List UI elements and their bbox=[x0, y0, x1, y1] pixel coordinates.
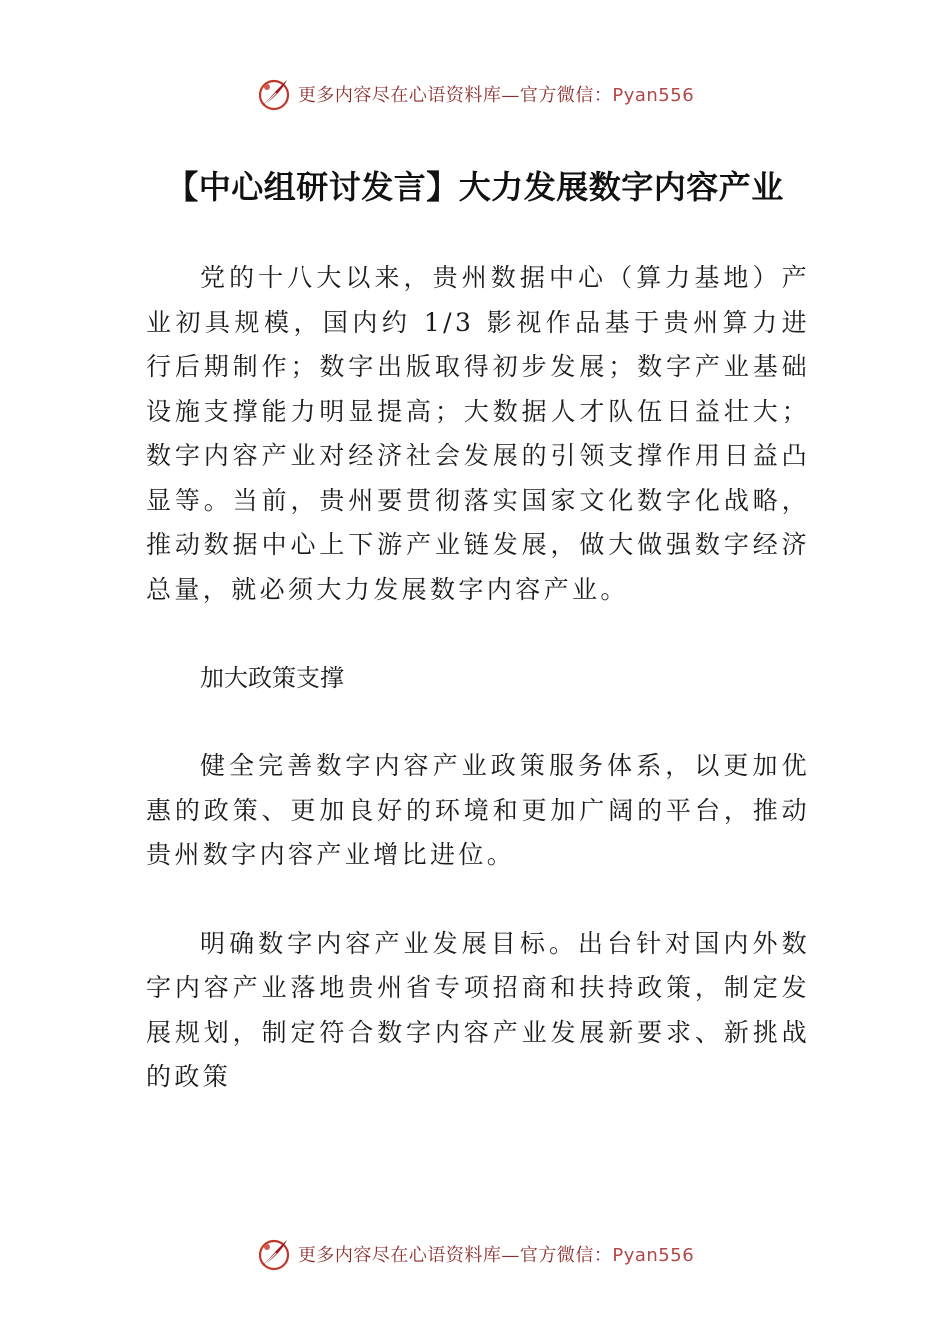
document-body bbox=[146, 256, 810, 1100]
header-banner bbox=[0, 72, 950, 116]
spacer bbox=[146, 612, 810, 656]
section-heading: 加大政策支撑 bbox=[200, 664, 344, 692]
banner-text bbox=[298, 81, 694, 107]
banner-wechat-id: Pyan556 bbox=[612, 1245, 695, 1266]
footer-banner bbox=[0, 1232, 950, 1276]
banner-wechat-id: Pyan556 bbox=[612, 85, 695, 106]
banner-dash: — bbox=[501, 85, 520, 106]
banner-site-name: 更多内容尽在心语资料库 bbox=[297, 85, 502, 106]
banner-site-name: 更多内容尽在心语资料库 bbox=[297, 1245, 502, 1266]
feather-quill-logo-icon bbox=[256, 76, 292, 112]
feather-quill-logo-icon bbox=[256, 1236, 292, 1272]
goal-paragraph: 明确数字内容产业发展目标。出台针对国内外数字内容产业落地贵州省专项招商和扶持政策，制定发展规划，制定符合数字内容产业发展新要求、新挑战的政策 bbox=[146, 928, 810, 1091]
spacer bbox=[146, 878, 810, 922]
banner-text bbox=[298, 1241, 694, 1267]
banner-dash: — bbox=[501, 1245, 520, 1266]
policy-paragraph: 健全完善数字内容产业政策服务体系，以更加优惠的政策、更加良好的环境和更加广阔的平台，推动贵州数字内容产业增比进位。 bbox=[146, 751, 810, 869]
spacer bbox=[146, 700, 810, 744]
banner-wechat-label: 官方微信： bbox=[519, 85, 613, 106]
intro-paragraph: 党的十八大以来，贵州数据中心（算力基地）产业初具规模，国内约 1/3 影视作品基于贵州算力进行后期制作；数字出版取得初步发展；数字产业基础设施支撑能力明显提高；大数据人才队伍日益壮大；数字内容产业对经济社会发展的引领支撑作用日益凸显等。当前，贵州要贯彻落实国家文化数字化战略，推动数据中心上下游产业链发展，做大做强数字经济总量，就必须大力发展数字内容产业。 bbox=[146, 263, 810, 604]
document-title: 【中心组研讨发言】大力发展数字内容产业 bbox=[166, 168, 784, 206]
banner-wechat-label: 官方微信： bbox=[519, 1245, 613, 1266]
